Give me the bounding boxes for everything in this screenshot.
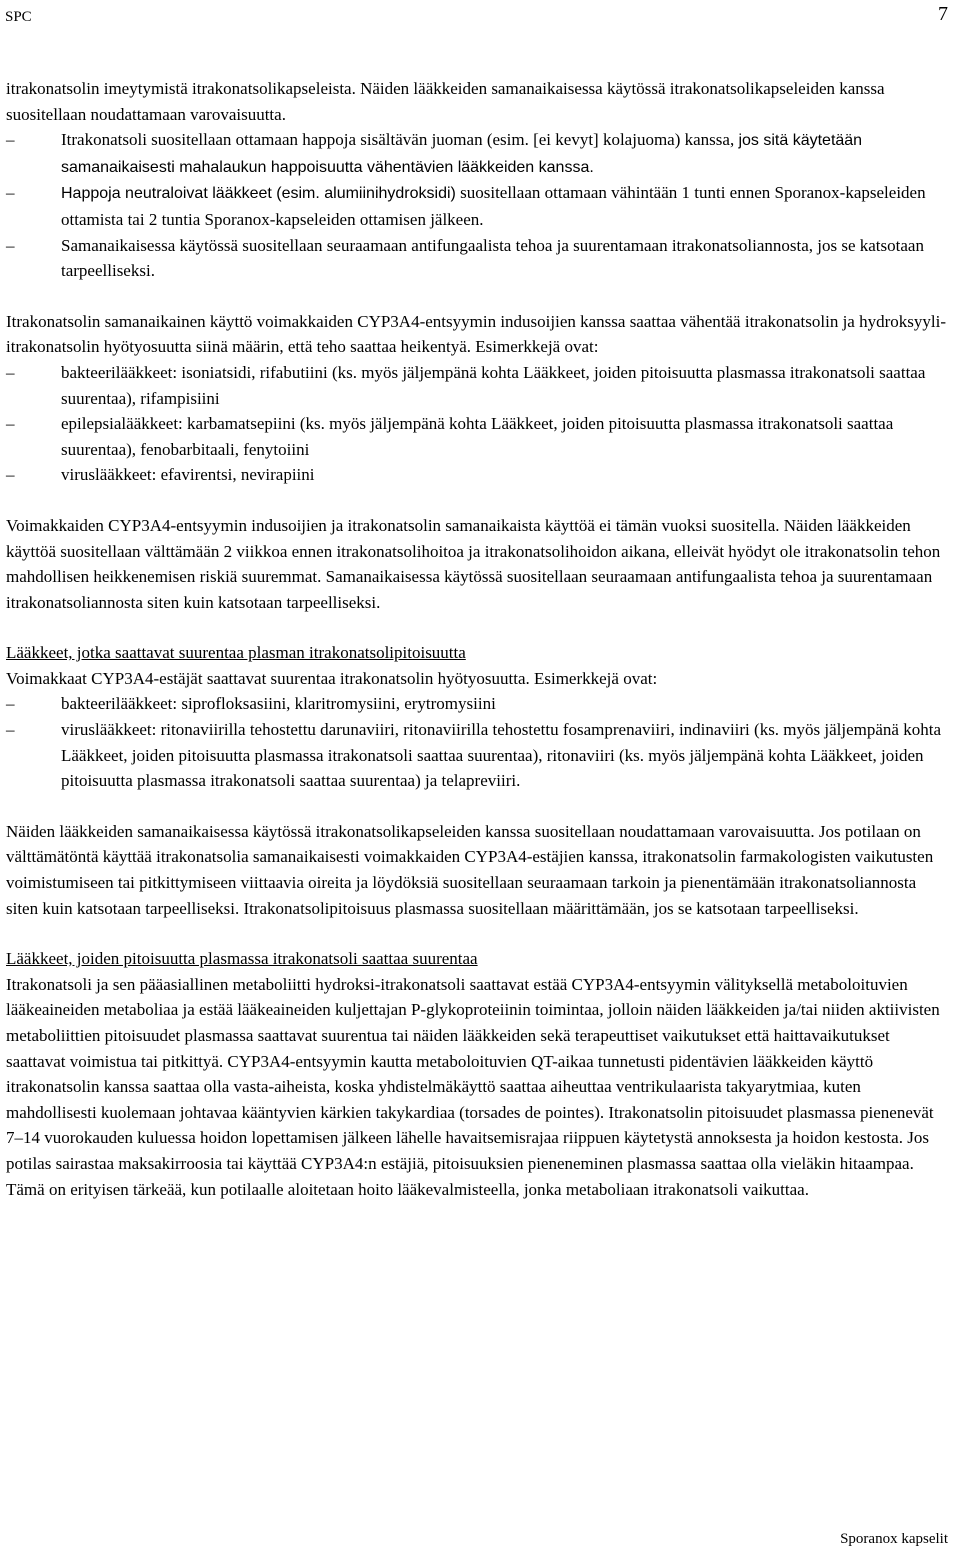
page-header xyxy=(5,2,948,26)
page-footer: Sporanox kapselit xyxy=(840,1531,948,1548)
list-item: – viruslääkkeet: ritonaviirilla tehostettu darunaviiri, ritonaviirilla tehostettu fosamprenaviiri, indinaviiri (ks. myös jäljempänä kohta Lääkkeet, joiden pitoisuutta plasmassa itrakonatsoli saattaa suurentaa), ritonaviiri (ks. myös jäljempänä kohta Lääkkeet, joiden pitoisuutta plasmassa itrakonatsoli saattaa suurentaa) ja telapreviiri. xyxy=(6,717,952,794)
list-item: – viruslääkkeet: efavirentsi, nevirapiini xyxy=(6,462,952,488)
list-item: – Samanaikaisessa käytössä suositellaan seuraamaan antifungaalista tehoa ja suurentamaan itrakonatsoliannosta, jos se katsotaan tarpeelliseksi. xyxy=(6,233,952,284)
bullet-text: suositellaan ottamaan vähintään 1 tunti ennen Sporanox-kapseleiden ottamista tai 2 tuntia Sporanox-kapseleiden ottamisen jälkeen. xyxy=(61,183,926,229)
list-item: – epilepsialääkkeet: karbamatsepiini (ks. myös jäljempänä kohta Lääkkeet, joiden pitoisuutta plasmassa itrakonatsoli saattaa suurentaa), fenobarbitaali, fenytoiini xyxy=(6,411,952,462)
list-item: – bakteerilääkkeet: isoniatsidi, rifabutiini (ks. myös jäljempänä kohta Lääkkeet, joiden pitoisuutta plasmassa itrakonatsoli saattaa suurentaa), rifampisiini xyxy=(6,360,952,411)
inducers-bullet-list xyxy=(6,360,952,488)
section-heading-increase-itraconazole: Lääkkeet, jotka saattavat suurentaa plasman itrakonatsolipitoisuutta xyxy=(6,643,466,663)
inhibitors-bullet-list xyxy=(6,691,952,793)
inhibitors-paragraph-2: Näiden lääkkeiden samanaikaisessa käytössä itrakonatsolikapseleiden kanssa suositellaan noudattamaan varovaisuutta. Jos potilaan on välttämätöntä käyttää itrakonatsolia samanaikaisesti voimakkaiden CYP3A4-estäjien kanssa, itrakonatsolin farmakologisten vaikutusten voimistumiseen tai pitkittymiseen viittaavia oireita ja löydöksiä suositellaan seuraamaan tarkoin ja pienentämään itrakonatsoliannosta siten kuin katsotaan tarpeelliseksi. Itrakonatsolipitoisuus plasmassa suositellaan määrittämään, jos se katsotaan tarpeelliseksi. xyxy=(6,821,934,918)
bullet-text-sans: Happoja neutraloivat lääkkeet (esim. alumiinihydroksidi) xyxy=(61,185,456,203)
itraconazole-increases-paragraph: Itrakonatsoli ja sen pääasiallinen metaboliitti hydroksi-itrakonatsoli saattavat estää CYP3A4-entsyymin välityksellä metaboloituvien lääkeaineiden metaboliaa ja estää lääkeaineiden kuljettajan P-glykoproteiinin toimintaa, jolloin näiden lääkkeiden ja/tai niiden aktiivisten metaboliittien pitoisuudet plasmassa saattavat suurentua tai näiden lääkkeiden sekä terapeuttiset vaikutukset että haittavaikutukset saattavat voimistua tai pitkittyä. CYP3A4-entsyymin kautta metaboloituvien QT-aikaa tunnetusti pidentävien lääkkeiden käyttö itrakonatsolin kanssa saattaa olla vasta-aiheista, koska yhdistelmäkäyttö saattaa aiheuttaa ventrikulaarista takyarytmiaa, kuten mahdollisesti kuolemaan johtavaa kääntyvien kärkien takykardiaa (torsades de pointes). Itrakonatsolin pitoisuudet plasmassa pienenevät 7–14 vuorokauden kuluessa hoidon lopettamisen jälkeen lähelle havaitsemisrajaa riippuen käytetystä annoksesta ja hoidon kestosta. Jos potilas sairastaa maksakirroosia tai käyttää CYP3A4:n estäjiä, pitoisuuksien pieneneminen plasmassa saattaa olla vieläkin hitaampaa. Tämä on erityisen tärkeää, kun potilaalle aloitetaan hoito lääkevalmisteella, jonka metaboliaan itrakonatsoli vaikuttaa. xyxy=(6,974,940,1199)
intro-paragraph: itrakonatsolin imeytymistä itrakonatsolikapseleista. Näiden lääkkeiden samanaikaisessa käytössä itrakonatsolikapseleiden kanssa suositellaan noudattamaan varovaisuutta. xyxy=(6,79,885,124)
bullet-text: Itrakonatsoli suositellaan ottamaan happoja sisältävän juoman (esim. [ei kevyt] kolajuoma) kanssa, xyxy=(61,130,735,150)
list-item xyxy=(6,180,952,232)
section-heading-itraconazole-increases: Lääkkeet, joiden pitoisuutta plasmassa itrakonatsoli saattaa suurentaa xyxy=(6,949,478,969)
inducers-paragraph: Itrakonatsolin samanaikainen käyttö voimakkaiden CYP3A4-entsyymin indusoijien kanssa saattaa vähentää itrakonatsolin ja hydroksyyli-itrakonatsolin hyötyosuutta siinä määrin, että teho saattaa heikentyä. Esimerkkejä ovat: xyxy=(6,311,946,357)
list-item: – bakteerilääkkeet: siprofloksasiini, klaritromysiini, erytromysiini xyxy=(6,691,952,717)
bullet-text-sans: jos sitä käytetään samanaikaisesti mahalaukun happoisuutta vähentävien lääkkeiden kanssa. xyxy=(61,132,863,176)
list-item xyxy=(6,127,952,180)
inducers-paragraph-2: Voimakkaiden CYP3A4-entsyymin indusoijien ja itrakonatsolin samanaikaista käyttöä ei tämän vuoksi suositella. Näiden lääkkeiden käyttöä suositellaan välttämään 2 viikkoa ennen itrakonatsolihoitoa ja itrakonatsolihoidon aikana, elleivät hyödyt ole itrakonatsolin tehon mahdollisen heikkenemisen riskiä suuremmat. Samanaikaisessa käytössä suositellaan seuraamaan antifungaalista tehoa ja suurentamaan itrakonatsoliannosta siten kuin katsotaan tarpeelliseksi. xyxy=(6,515,941,612)
inhibitors-paragraph: Voimakkaat CYP3A4-estäjät saattavat suurentaa itrakonatsolin hyötyosuutta. Esimerkkejä ovat: xyxy=(6,668,658,688)
intro-bullet-list xyxy=(6,127,952,284)
document-body xyxy=(6,76,952,1202)
page-number: 7 xyxy=(938,3,948,25)
header-label: SPC xyxy=(5,9,32,25)
